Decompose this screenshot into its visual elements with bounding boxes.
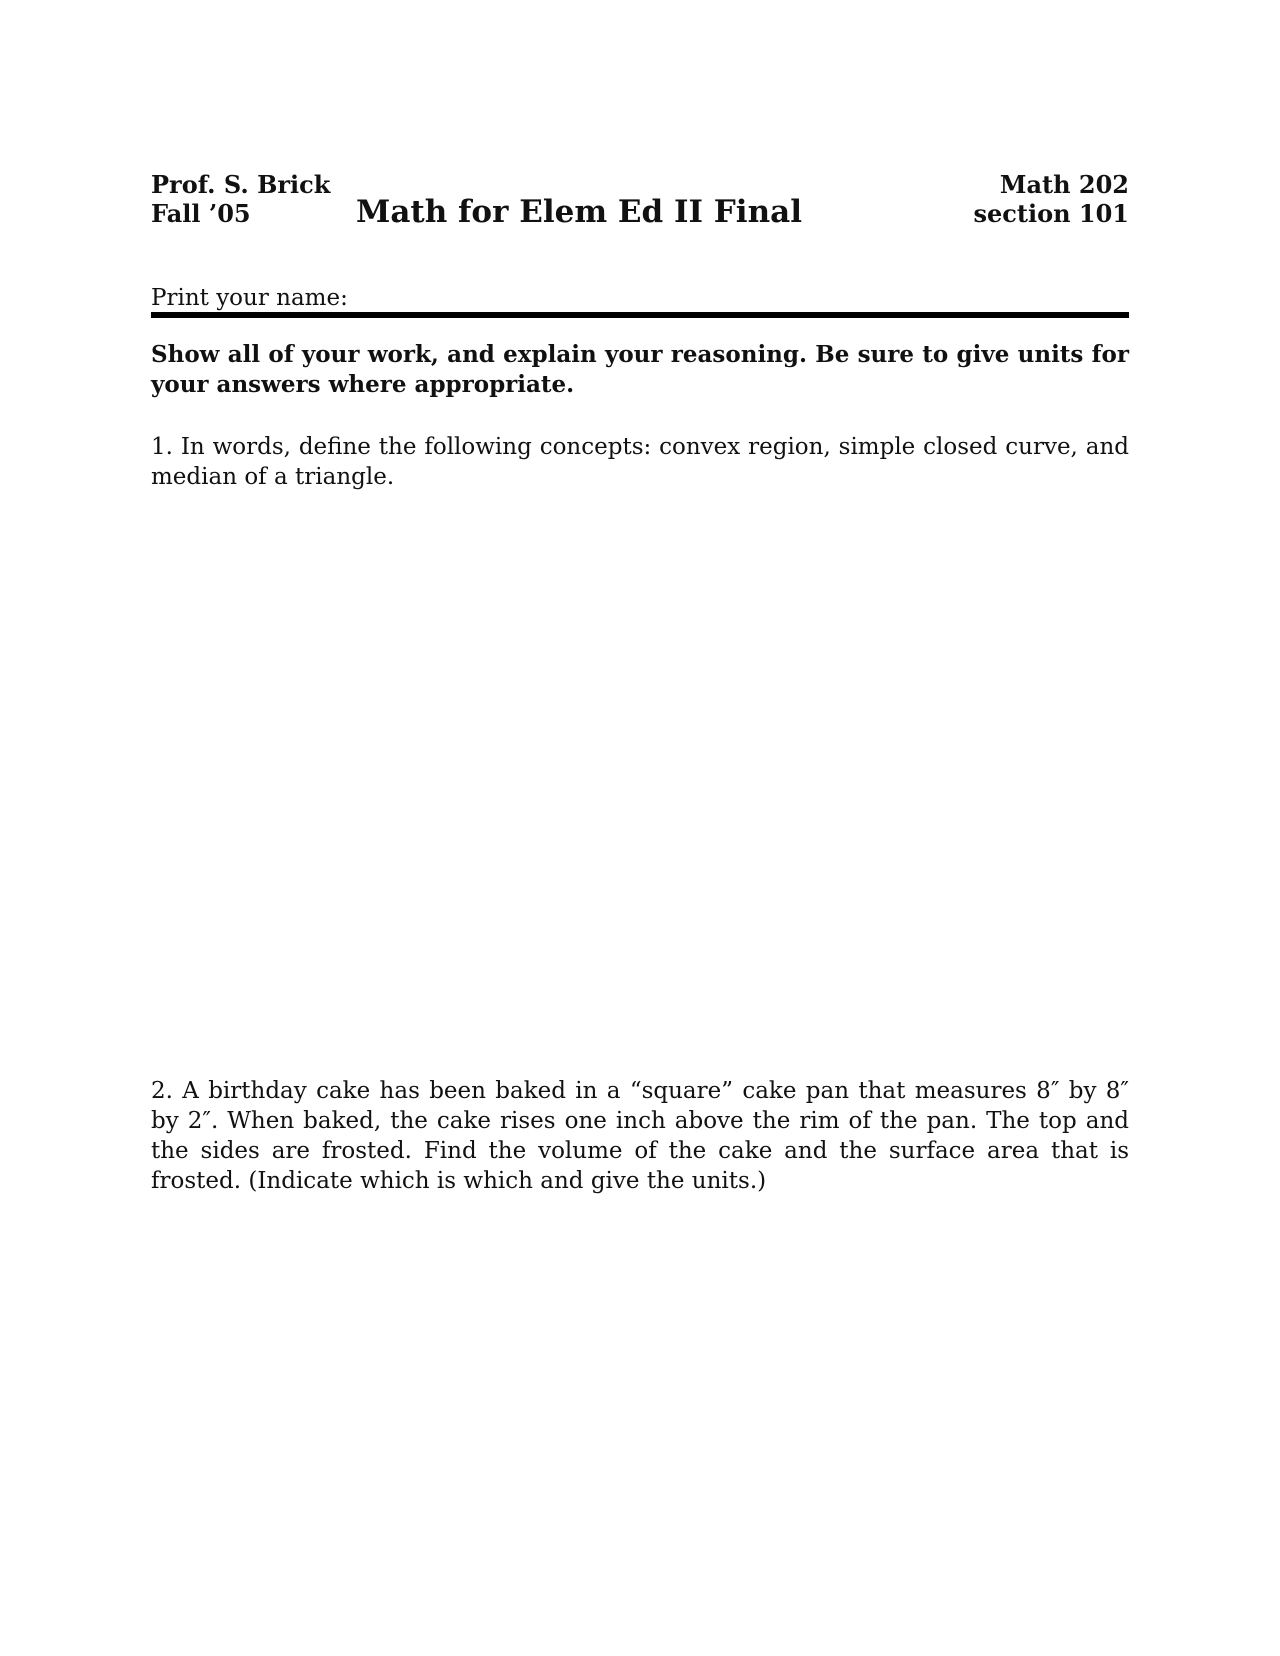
name-field <box>151 284 1129 318</box>
exam-title: Math for Elem Ed II Final <box>356 194 802 230</box>
question-1: 1. In words, define the following concepts: convex region, simple closed curve, and median of a triangle. <box>151 434 1129 490</box>
header-left-block <box>151 170 330 228</box>
term: Fall ’05 <box>151 199 251 228</box>
course-number: Math 202 <box>999 170 1129 199</box>
name-field-label: Print your name: <box>151 285 348 311</box>
course-section: section 101 <box>973 199 1129 228</box>
question-2: 2. A birthday cake has been baked in a “square” cake pan that measures 8″ by 8″ by 2″. When baked, the cake rises one inch above the rim of the pan. The top and the sides are frosted. Find the volume of the cake and the surface area that is frosted. (Indicate which is which and give the units.) <box>151 1078 1129 1194</box>
name-field-line <box>151 312 1129 318</box>
exam-instructions: Show all of your work, and explain your reasoning. Be sure to give units for your answers where appropriate. <box>151 341 1129 398</box>
exam-header <box>151 170 1129 232</box>
professor-name: Prof. S. Brick <box>151 170 331 199</box>
header-right-block <box>973 170 1129 228</box>
